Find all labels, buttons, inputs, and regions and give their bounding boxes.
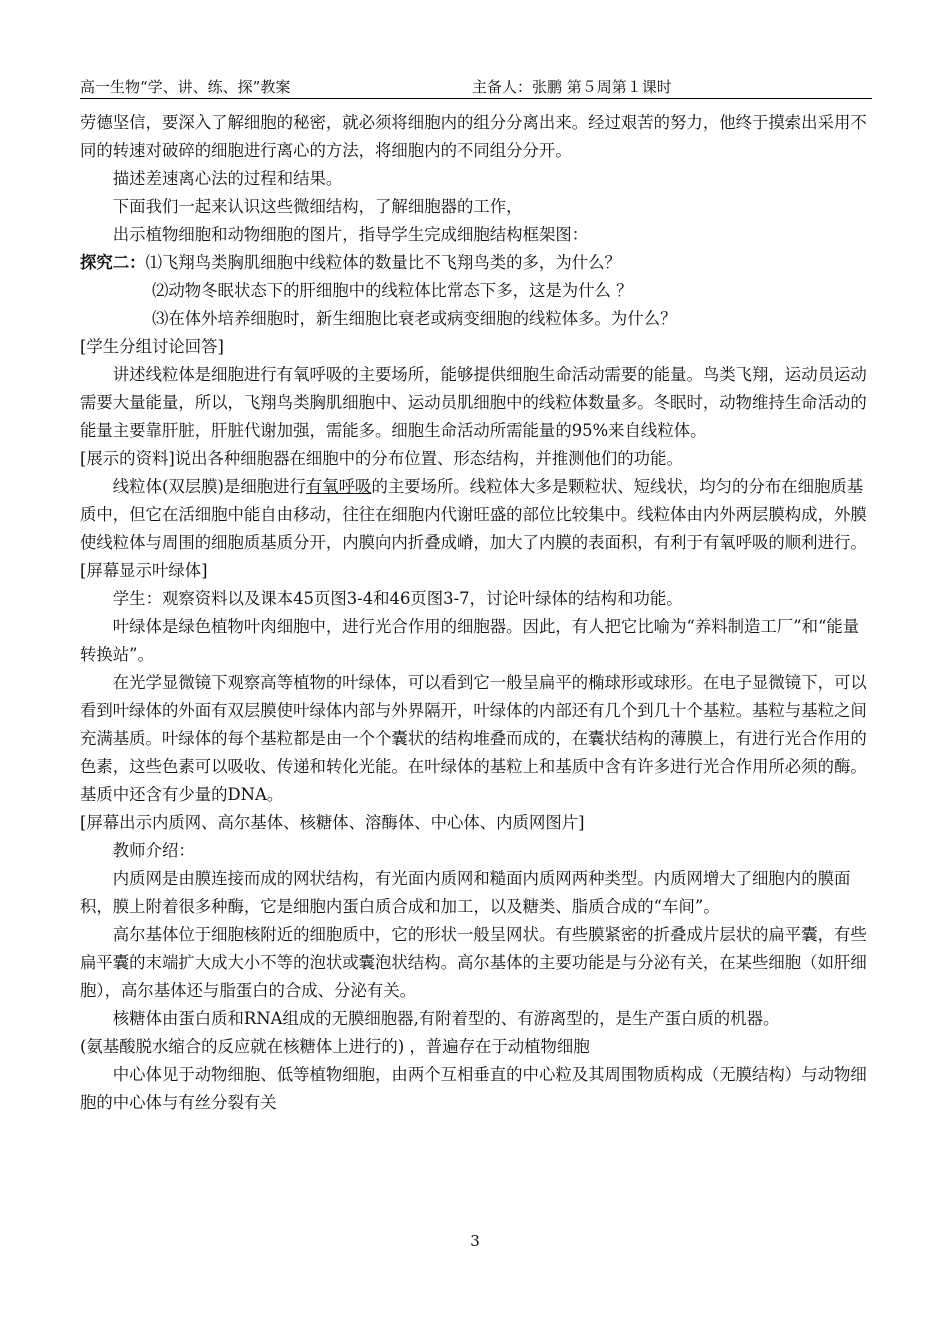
underlined-term: 有氧呼吸 [305,477,372,496]
mito-desc-paragraph [80,473,875,557]
explore-question-2: ⑵动物冬眠状态下的肝细胞中的线粒体比常态下多，这是为什么 ？ [152,281,633,300]
materials-label: [展示的资料]说出各种细胞器在细胞中的分布位置、形态结构，并推测他们的功能。 [80,449,683,468]
question-text: ⑴飞翔鸟类胸肌细胞中线粒体的数量比不飞翔鸟类的多，为什么？ [145,253,621,272]
header-title: 高一生物“学、讲、练、探”教案 [80,78,291,96]
header-author: 主备人：张鹏 第５周第１课时 [472,78,672,96]
student-line: 学生：观察资料以及课本45页图3-4和46页图3-7，讨论叶绿体的结构和功能。 [112,589,683,608]
golgi-paragraph: 高尔基体位于细胞核附近的细胞质中，它的形状一般呈网状。有些膜紧密的折叠成片层状的扁平囊，有些扁平囊的末端扩大成大小不等的泡状或囊泡状结构。高尔基体的主要功能是与分泌有关，在某些细胞（如肝细胞），高尔基体还与脂蛋白的合成、分泌有关。 [80,925,867,1000]
document-body [80,109,875,1117]
paragraph: 下面我们一起来认识这些微细结构，了解细胞器的工作， [112,197,523,216]
text-segment: 线粒体(双层膜)是细胞进行 [112,477,306,496]
screen-chloroplast-label: [屏幕显示叶绿体] [80,561,208,580]
explore-question-3: ⑶在体外培养细胞时，新生细胞比衰老或病变细胞的线粒体多。为什么？ [152,309,677,328]
paragraph: 出示植物细胞和动物细胞的图片，指导学生完成细胞结构框架图： [112,225,589,244]
er-paragraph: 内质网是由膜连接而成的网状结构，有光面内质网和糙面内质网两种类型。内质网增大了细胞内的膜面积，膜上附着很多种酶，它是细胞内蛋白质合成和加工，以及糖类、脂质合成的“车间”。 [80,869,851,916]
explore-question-1 [80,249,875,277]
page-header [80,76,872,99]
mito-explain-paragraph: 讲述线粒体是细胞进行有氧呼吸的主要场所，能够提供细胞生命活动需要的能量。鸟类飞翔，运动员运动需要大量能量，所以，飞翔鸟类胸肌细胞中、运动员肌细胞中的线粒体数量多。冬眠时，动物维持生命活动的能量主要靠肝脏，肝脏代谢加强，需能多。细胞生命活动所需能量的95%来自线粒体。 [80,365,867,440]
discussion-label: [学生分组讨论回答] [80,337,224,356]
text-segment: 的主要场所。线粒体大多是颗粒状、短线状，均匀的分布在细胞质基质中，但它在活细胞中能自由移动，往往在细胞内代谢旺盛的部位比较集中。线粒体由内外两层膜构成，外膜使线粒体与周围的细胞质基质分开，内膜向内折叠成嵴，加大了内膜的表面积，有利于有氧呼吸的顺利进行。 [80,477,867,552]
ribosome-paragraph: 核糖体由蛋白质和RNA组成的无膜细胞器,有附着型的、有游离型的，是生产蛋白质的机器。 [112,1009,780,1028]
centrosome-paragraph: 中心体见于动物细胞、低等植物细胞，由两个互相垂直的中心粒及其周围物质构成（无膜结构）与动物细胞的中心体与有丝分裂有关 [80,1065,867,1112]
chloroplast-paragraph-2: 在光学显微镜下观察高等植物的叶绿体，可以看到它一般呈扁平的椭球形或球形。在电子显微镜下，可以看到叶绿体的外面有双层膜使叶绿体内部与外界隔开，叶绿体的内部还有几个到几十个基粒。基粒与基粒之间充满基质。叶绿体的每个基粒都是由一个个囊状的结构堆叠而成的，在囊状结构的薄膜上，有进行光合作用的色素，这些色素可以吸收、传递和转化光能。在叶绿体的基粒上和基质中含有许多进行光合作用所必须的酶。基质中还含有少量的DNA。 [80,673,867,804]
explore-label: 探究二： [80,253,146,272]
screen-organelles-label: [屏幕出示内质网、高尔基体、核糖体、溶酶体、中心体、内质网图片] [80,813,585,832]
ribosome-note: (氨基酸脱水缩合的反应就在核糖体上进行的) ，普遍存在于动植物细胞 [80,1037,590,1056]
teacher-intro: 教师介绍： [112,841,195,860]
page-number: 3 [470,1232,480,1250]
paragraph: 劳德坚信，要深入了解细胞的秘密，就必须将细胞内的组分分离出来。经过艰苦的努力，他终于摸索出采用不同的转速对破碎的细胞进行离心的方法，将细胞内的不同组分分开。 [80,113,867,160]
chloroplast-paragraph-1: 叶绿体是绿色植物叶肉细胞中，进行光合作用的细胞器。因此，有人把它比喻为“养料制造工厂”和“能量转换站”。 [80,617,860,664]
paragraph: 描述差速离心法的过程和结果。 [112,169,343,188]
